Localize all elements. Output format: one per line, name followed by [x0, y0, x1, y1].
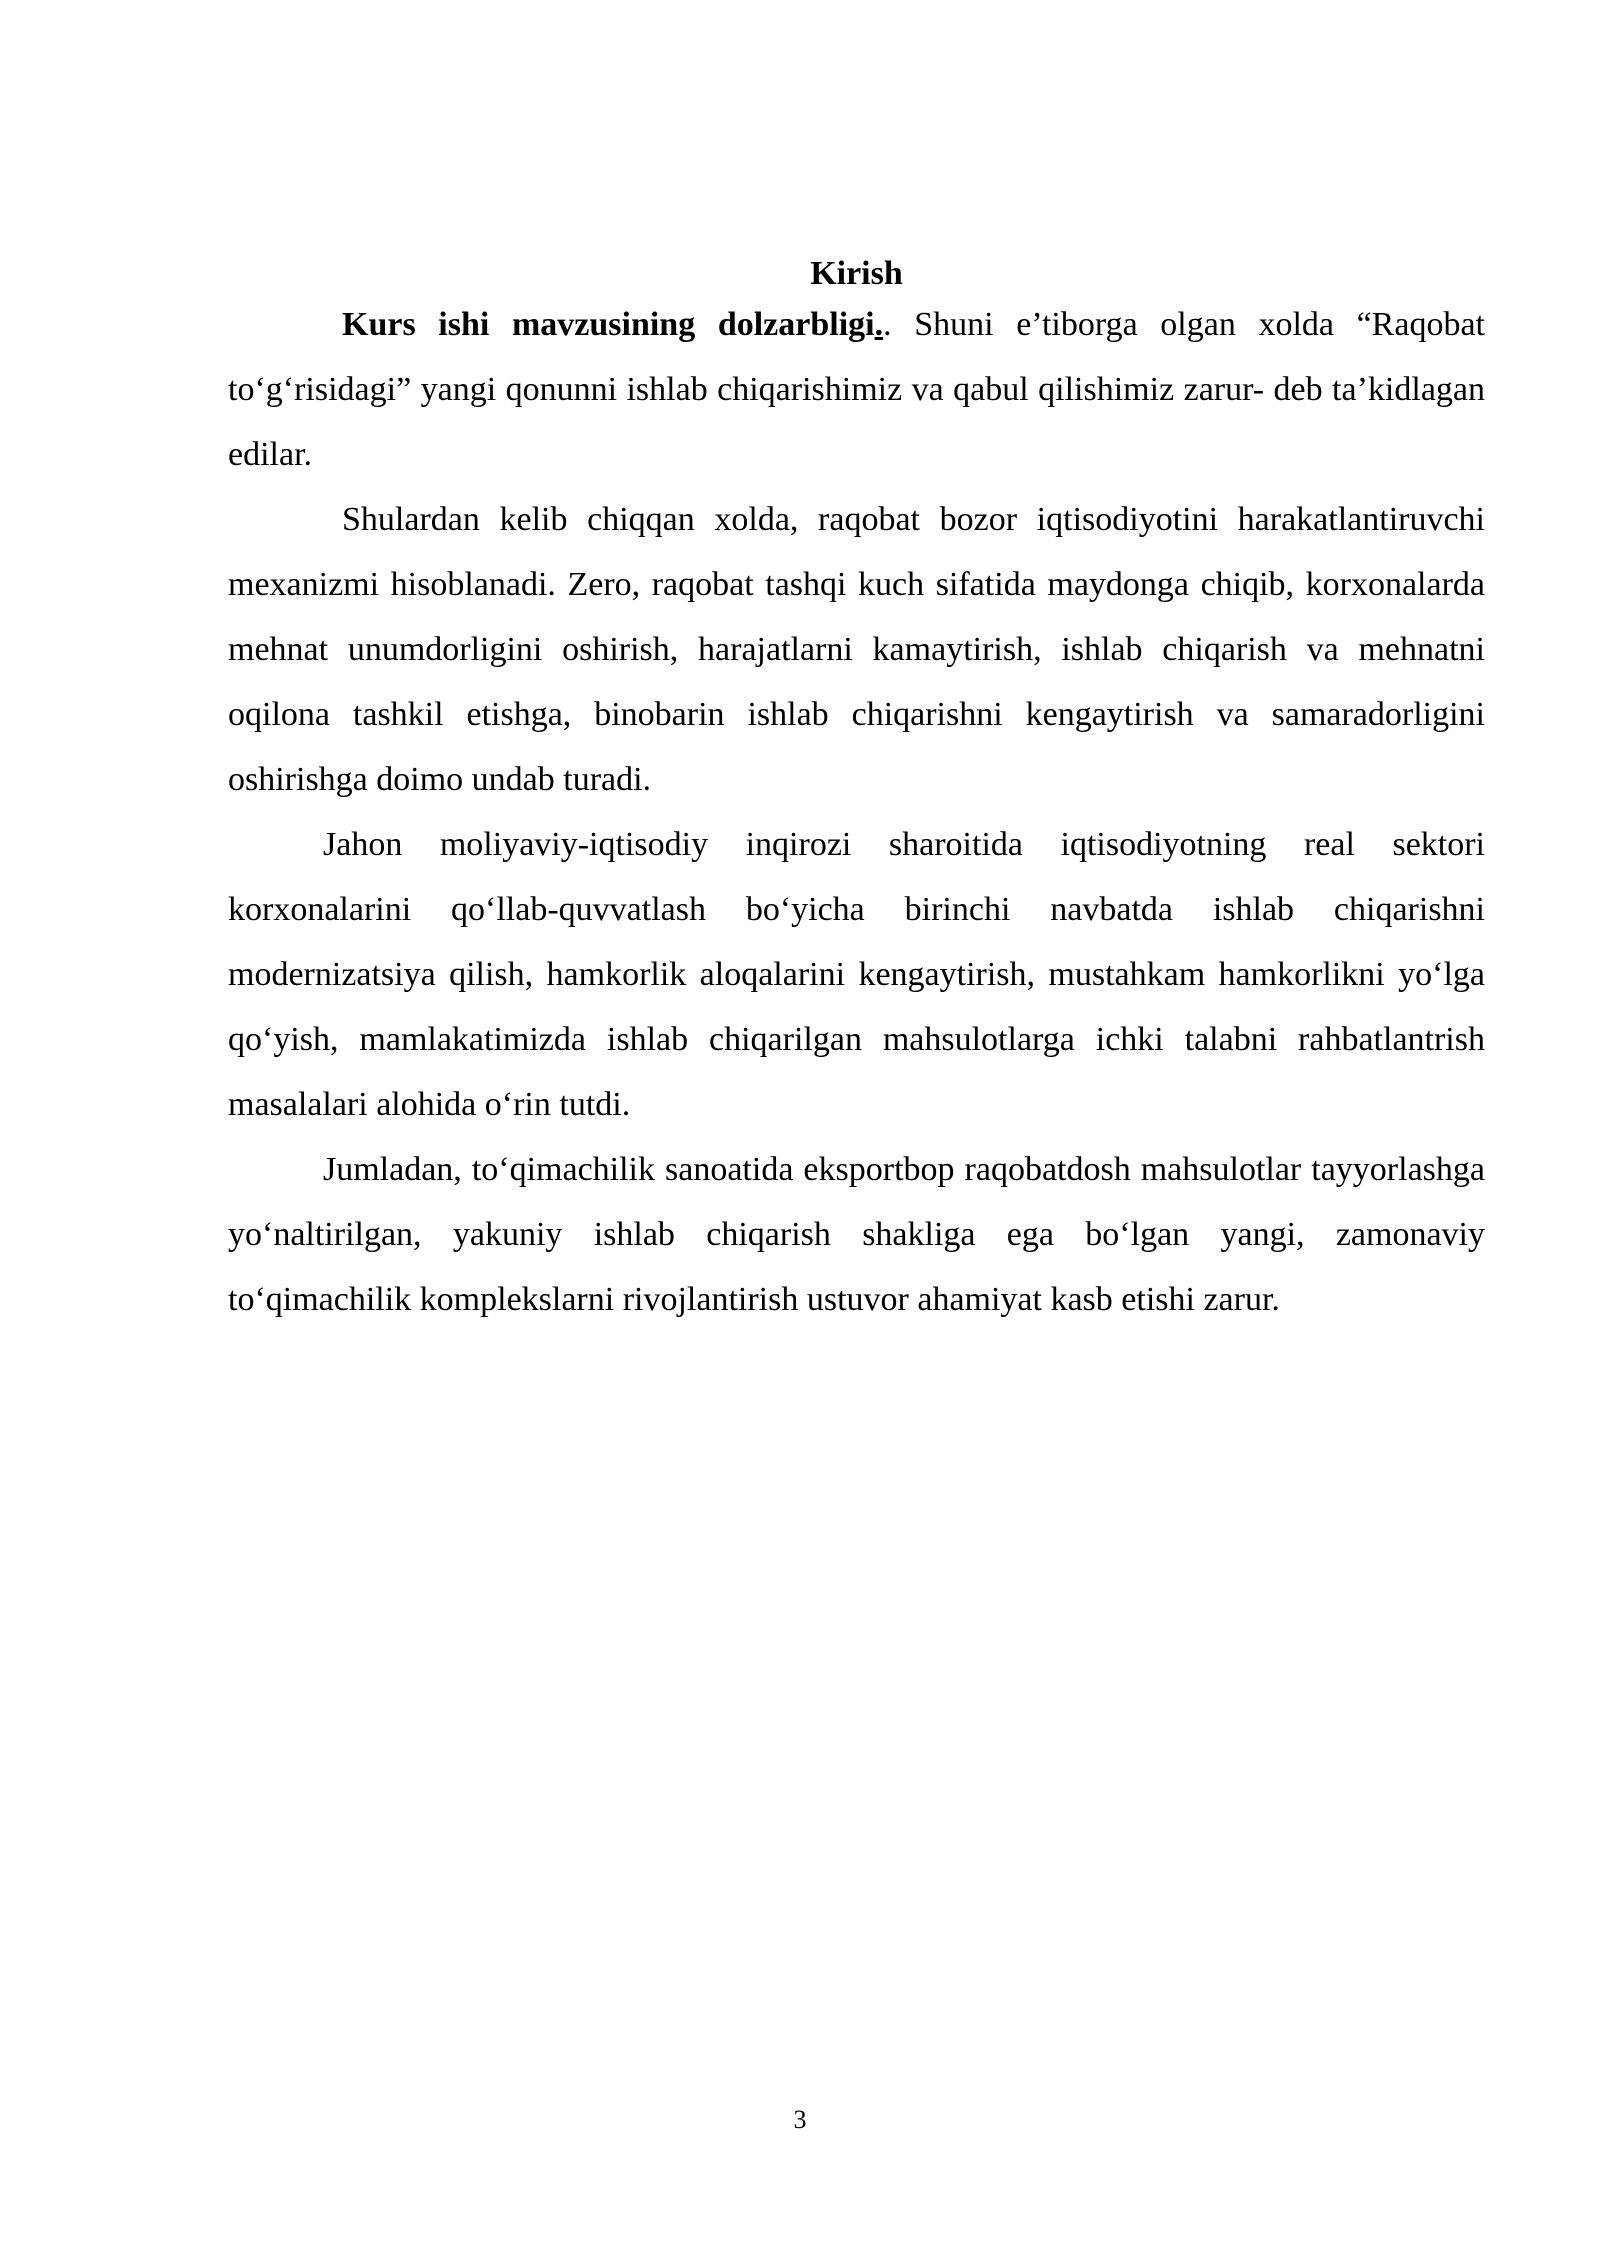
lead-heading-dot: .: [874, 306, 884, 343]
paragraph-3: Jahon moliyaviy-iqtisodiy inqirozi sharoitida iqtisodiyotning real sektori korxonalarini qo‘llab-quvvatlash bo‘yicha birinchi navbatda ishlab chiqarishni modernizatsiya qilish, hamkorlik aloqalarini kengaytirish, mustahkam hamkorlikni yo‘lga qo‘yish, mamlakatimizda ishlab chiqarilgan mahsulotlarga ichki talabni rahbatlantrish masalalari alohida o‘rin tutdi.: [228, 826, 1485, 1123]
paragraph-1: [228, 292, 1485, 487]
paragraph-1-text: . Shuni e’tiborga olgan xolda “Raqobat to‘g‘risidagi” yangi qonunni ishlab chiqarishimiz va qabul qilishimiz zarur- deb ta’kidlagan edilar.: [228, 306, 1485, 473]
paragraph-4: Jumladan, to‘qimachilik sanoatida eksportbop raqobatdosh mahsulotlar tayyorlashga yo‘naltirilgan, yakuniy ishlab chiqarish shakliga ega bo‘lgan yangi, zamonaviy to‘qimachilik komplekslarni rivojlantirish ustuvor ahamiyat kasb etishi zarur.: [228, 1151, 1485, 1318]
page-title: Kirish: [810, 255, 903, 292]
lead-heading: Kurs ishi mavzusining dolzarbligi: [342, 306, 875, 343]
page-number: 3: [793, 2105, 807, 2134]
paragraph-2: Shulardan kelib chiqqan xolda, raqobat bozor iqtisodiyotini harakatlantiruvchi mexanizmi hisoblanadi. Zero, raqobat tashqi kuch sifatida maydonga chiqib, korxonalarda mehnat unumdorligini oshirish, harajatlarni kamaytirish, ishlab chiqarish va mehnatni oqilona tashkil etishga, binobarin ishlab chiqarishni kengaytirish va samaradorligini oshirishga doimo undab turadi.: [228, 501, 1485, 798]
page-content: [228, 252, 1485, 1332]
